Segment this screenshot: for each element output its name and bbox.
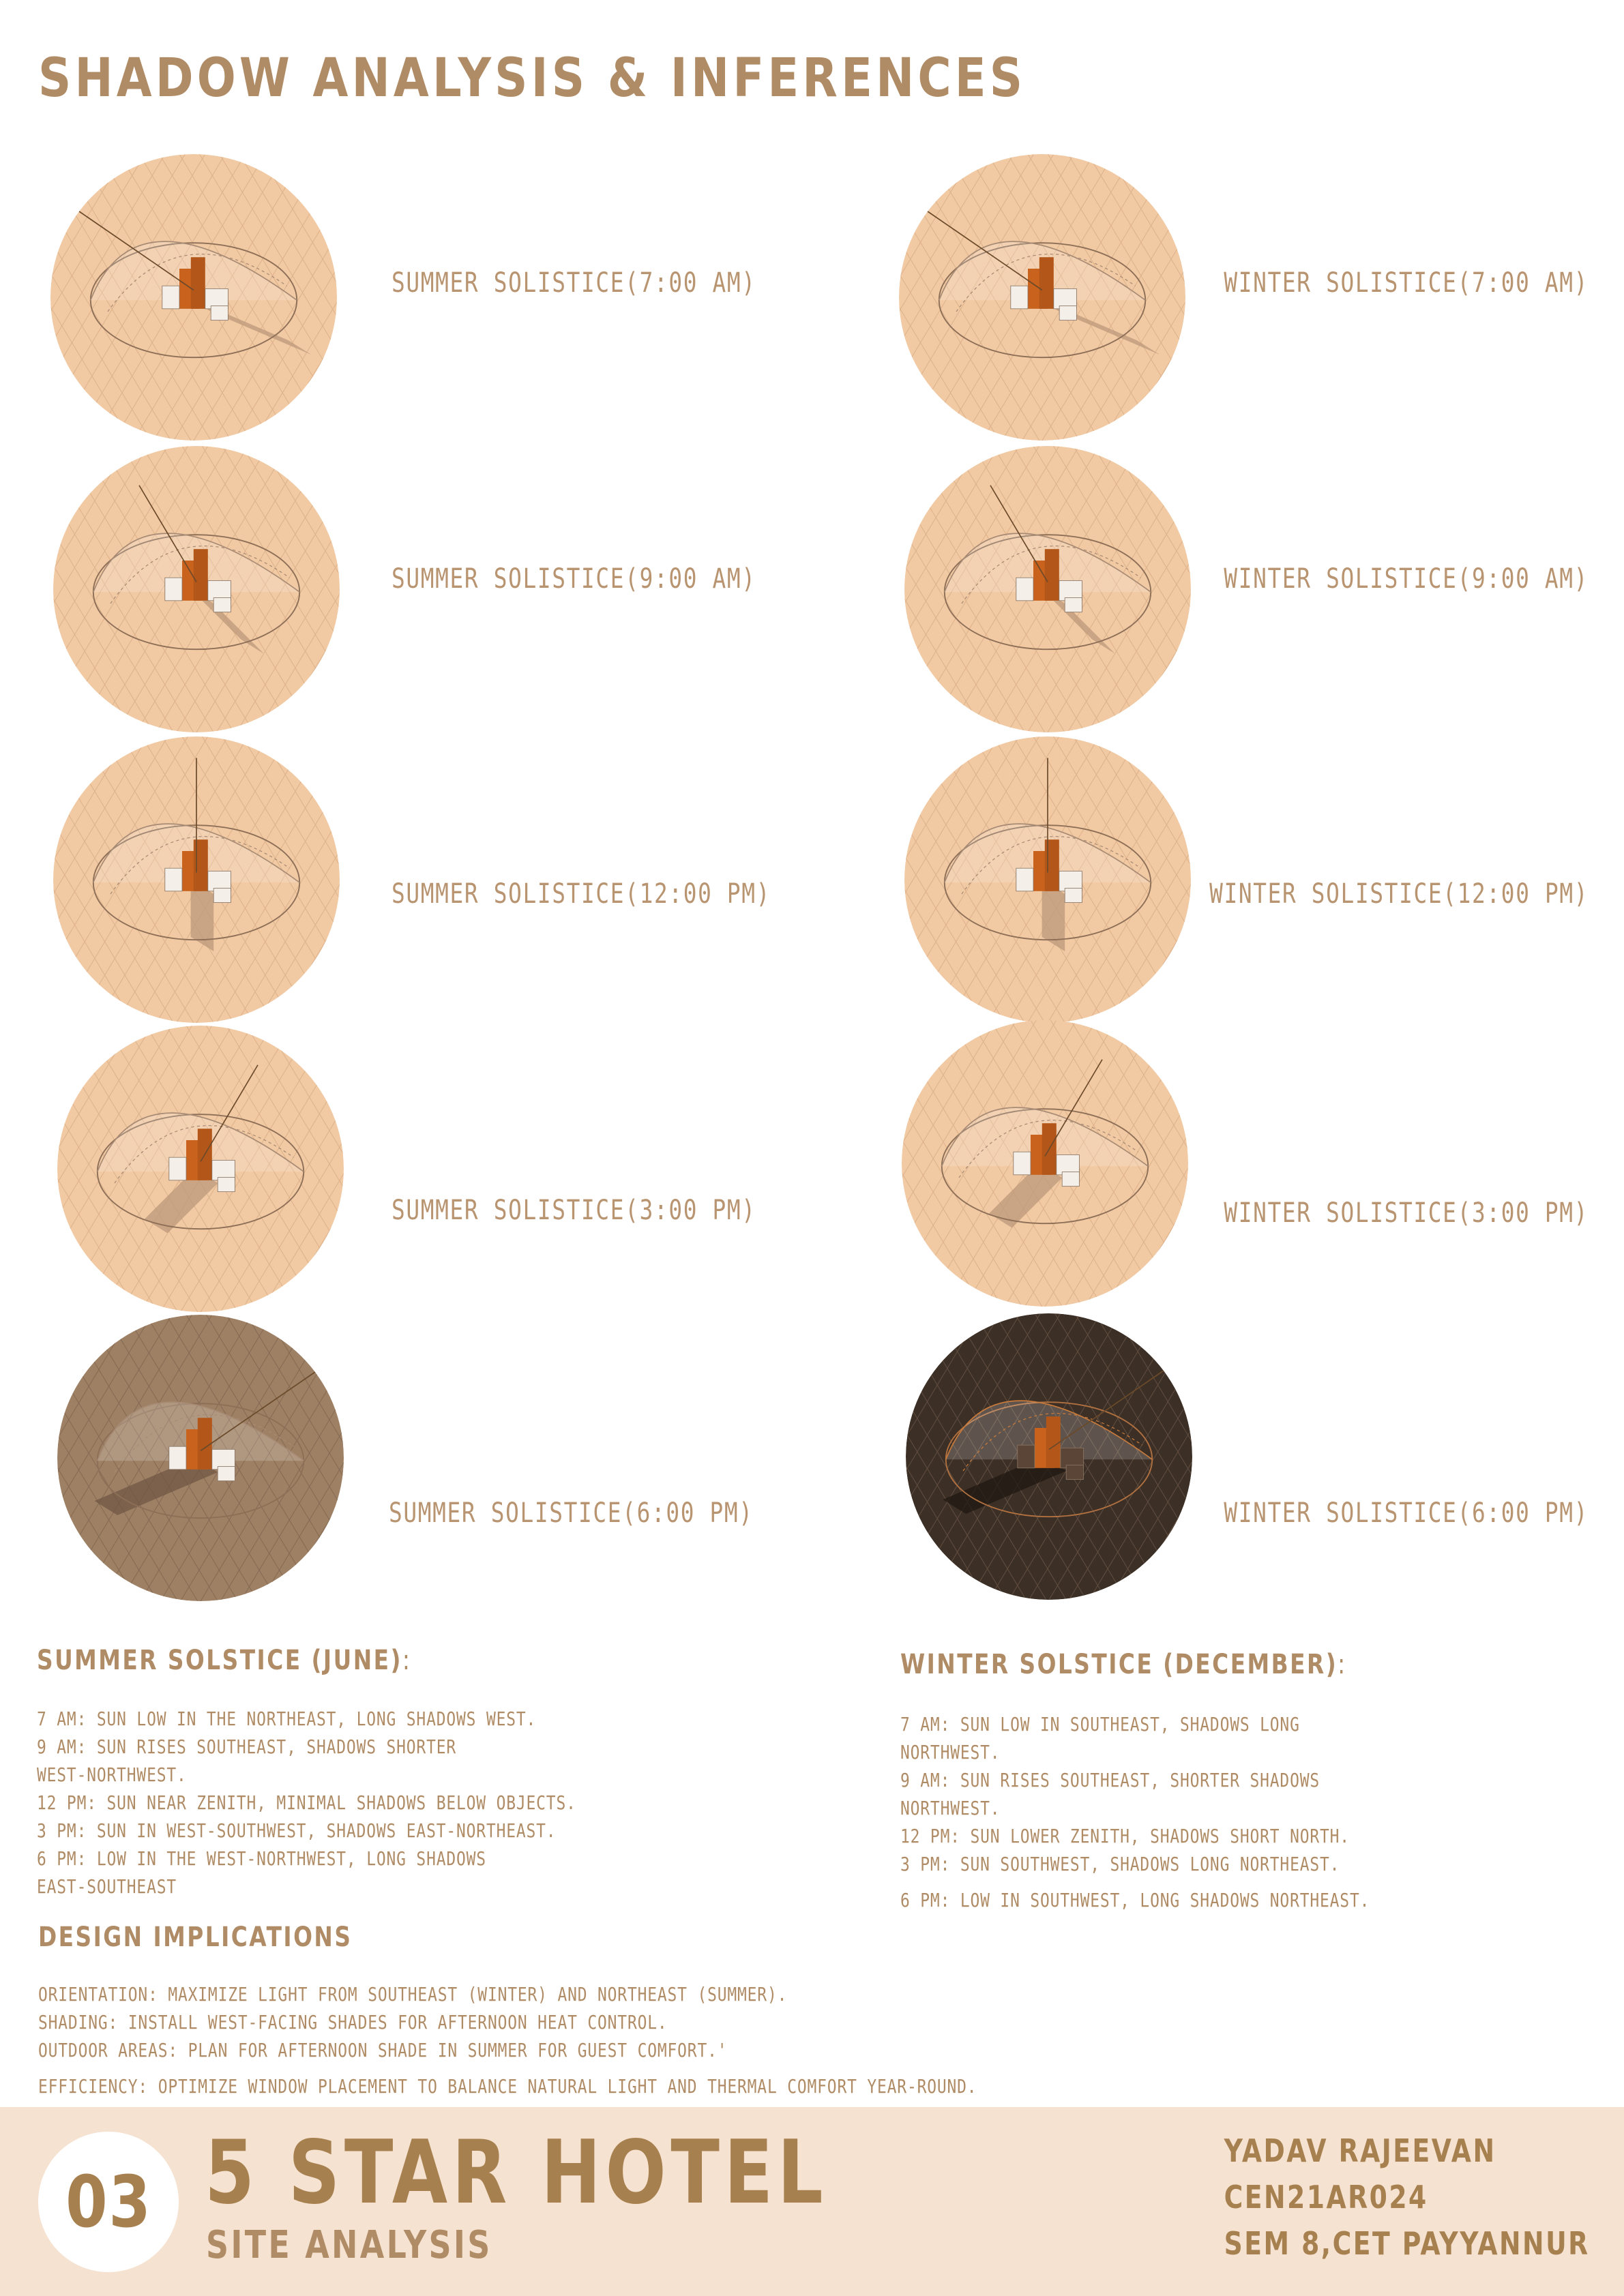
- winter-0700-caption: WINTER SOLISTICE(7:00 AM): [1224, 267, 1589, 299]
- summer-0900-caption: SUMMER SOLISTICE(9:00 AM): [392, 563, 756, 595]
- page-title: SHADOW ANALYSIS & INFERENCES: [38, 48, 1027, 109]
- author-name: YADAV RAJEEVAN: [1224, 2132, 1496, 2169]
- author-id: CEN21AR024: [1224, 2179, 1429, 2216]
- winter-1800-caption: WINTER SOLISTICE(6:00 PM): [1224, 1497, 1589, 1529]
- summer-1800-shadow-diagram: [57, 1315, 344, 1601]
- sun-path-diagram: [50, 154, 337, 441]
- winter-1200-caption: WINTER SOLISTICE(12:00 PM): [1209, 878, 1589, 910]
- design-line: ORIENTATION: MAXIMIZE LIGHT FROM SOUTHEAST (WINTER) AND NORTHEAST (SUMMER).: [38, 1983, 788, 2006]
- sun-path-diagram: [899, 154, 1185, 441]
- winter-note-line: NORTHWEST.: [900, 1797, 1001, 1819]
- summer-1800-caption: SUMMER SOLISTICE(6:00 PM): [389, 1497, 754, 1529]
- winter-notes: [900, 1710, 1370, 1914]
- summer-1500-caption: SUMMER SOLISTICE(3:00 PM): [392, 1195, 756, 1226]
- summer-note-line: 9 AM: SUN RISES SOUTHEAST, SHADOWS SHORTER: [37, 1735, 457, 1758]
- summer-notes: [37, 1705, 576, 1900]
- project-title: 5 STAR HOTEL: [205, 2122, 828, 2224]
- design-line: OUTDOOR AREAS: PLAN FOR AFTERNOON SHADE IN SUMMER FOR GUEST COMFORT.': [38, 2039, 728, 2061]
- winter-note-line: 12 PM: SUN LOWER ZENITH, SHADOWS SHORT NORTH.: [900, 1825, 1350, 1847]
- summer-note-line: EAST-SOUTHEAST: [37, 1875, 177, 1898]
- summer-note-line: WEST-NORTHWEST.: [37, 1763, 187, 1786]
- summer-0700-caption: SUMMER SOLISTICE(7:00 AM): [392, 267, 756, 299]
- sun-path-diagram: [906, 1313, 1192, 1600]
- design-line: EFFICIENCY: OPTIMIZE WINDOW PLACEMENT TO BALANCE NATURAL LIGHT AND THERMAL COMFORT YEAR-ROUND.: [38, 2075, 977, 2098]
- winter-note-line: 3 PM: SUN SOUTHWEST, SHADOWS LONG NORTHEAST.: [900, 1853, 1340, 1875]
- design-implications-heading: DESIGN IMPLICATIONS: [38, 1922, 353, 1953]
- summer-note-line: 6 PM: LOW IN THE WEST-NORTHWEST, LONG SHADOWS: [37, 1847, 486, 1870]
- sheet-number-badge: [38, 2132, 179, 2272]
- winter-0900-shadow-diagram: [904, 446, 1191, 732]
- summer-notes-heading: SUMMER SOLSTICE (JUNE):: [37, 1645, 412, 1676]
- winter-1500-caption: WINTER SOLISTICE(3:00 PM): [1224, 1197, 1589, 1229]
- sun-path-diagram: [53, 446, 340, 732]
- winter-0700-shadow-diagram: [899, 154, 1185, 441]
- sun-path-diagram: [53, 736, 340, 1023]
- winter-note-line: 7 AM: SUN LOW IN SOUTHEAST, SHADOWS LONG: [900, 1713, 1300, 1735]
- summer-1500-shadow-diagram: [57, 1026, 344, 1312]
- summer-0700-shadow-diagram: [50, 154, 337, 441]
- sun-path-diagram: [904, 736, 1191, 1023]
- sun-path-diagram: [57, 1026, 344, 1312]
- sheet-number: 03: [65, 2160, 152, 2243]
- author-college: SEM 8,CET PAYYANNUR: [1224, 2225, 1590, 2262]
- winter-notes-heading: WINTER SOLSTICE (DECEMBER):: [900, 1649, 1347, 1680]
- winter-1800-shadow-diagram: [906, 1313, 1192, 1600]
- sun-path-diagram: [902, 1020, 1188, 1307]
- summer-note-line: 3 PM: SUN IN WEST-SOUTHWEST, SHADOWS EAST-NORTHEAST.: [37, 1819, 557, 1842]
- sheet-subtitle: SITE ANALYSIS: [206, 2223, 492, 2267]
- winter-0900-caption: WINTER SOLISTICE(9:00 AM): [1224, 563, 1589, 595]
- winter-note-line: 6 PM: LOW IN SOUTHWEST, LONG SHADOWS NORTHEAST.: [900, 1889, 1370, 1911]
- sun-path-diagram: [904, 446, 1191, 732]
- winter-note-line: NORTHWEST.: [900, 1741, 1001, 1763]
- summer-1200-shadow-diagram: [53, 736, 340, 1023]
- sun-path-diagram: [57, 1315, 344, 1601]
- design-implications: [38, 1980, 977, 2100]
- summer-note-line: 12 PM: SUN NEAR ZENITH, MINIMAL SHADOWS BELOW OBJECTS.: [37, 1791, 576, 1814]
- summer-note-line: 7 AM: SUN LOW IN THE NORTHEAST, LONG SHADOWS WEST.: [37, 1708, 537, 1730]
- summer-1200-caption: SUMMER SOLISTICE(12:00 PM): [392, 878, 771, 910]
- summer-0900-shadow-diagram: [53, 446, 340, 732]
- title-block: [0, 2107, 1624, 2296]
- winter-1200-shadow-diagram: [904, 736, 1191, 1023]
- winter-note-line: 9 AM: SUN RISES SOUTHEAST, SHORTER SHADOWS: [900, 1769, 1320, 1791]
- author-block: [1224, 2128, 1590, 2267]
- winter-1500-shadow-diagram: [902, 1020, 1188, 1307]
- design-line: SHADING: INSTALL WEST-FACING SHADES FOR AFTERNOON HEAT CONTROL.: [38, 2011, 668, 2033]
